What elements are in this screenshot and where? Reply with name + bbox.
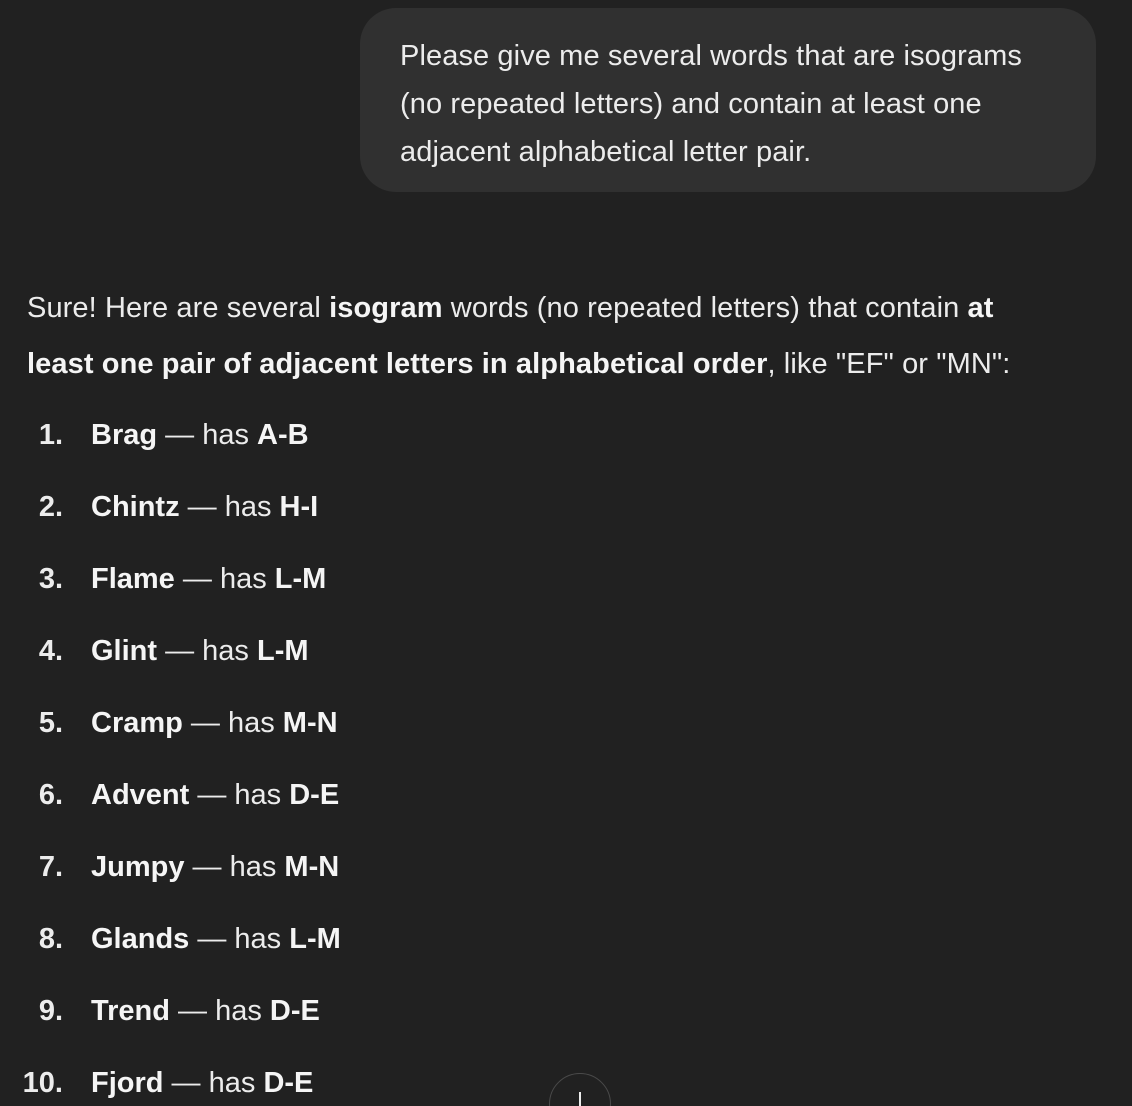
intro-bold: isogram bbox=[329, 292, 443, 324]
intro-bold: least one pair of adjacent letters in alphabetical order bbox=[27, 348, 768, 380]
separator: — has bbox=[163, 1067, 264, 1099]
letter-pair: D-E bbox=[269, 995, 320, 1027]
word: Glint bbox=[91, 635, 158, 667]
letter-pair: A-B bbox=[257, 419, 309, 451]
list-number: 5. bbox=[38, 707, 63, 739]
word: Cramp bbox=[91, 707, 183, 739]
list-number: 1. bbox=[38, 419, 63, 451]
list-number: 6. bbox=[38, 779, 63, 811]
list-number: 10. bbox=[22, 1067, 63, 1099]
user-message-line: adjacent alphabetical letter pair. bbox=[400, 136, 812, 168]
list-number: 4. bbox=[38, 635, 63, 667]
letter-pair: H-I bbox=[279, 491, 319, 523]
assistant-intro bbox=[27, 280, 1117, 392]
separator: — has bbox=[184, 851, 285, 883]
word: Advent bbox=[91, 779, 190, 811]
intro-text: , like "EF" or "MN": bbox=[767, 348, 1011, 380]
separator: — has bbox=[189, 923, 290, 955]
scroll-to-bottom-button[interactable] bbox=[549, 1073, 611, 1106]
letter-pair: M-N bbox=[282, 707, 338, 739]
separator: — has bbox=[182, 707, 283, 739]
letter-pair: D-E bbox=[263, 1067, 314, 1099]
word: Flame bbox=[91, 563, 175, 595]
letter-pair: M-N bbox=[284, 851, 340, 883]
list-number: 2. bbox=[38, 491, 63, 523]
separator: — has bbox=[179, 491, 280, 523]
word: Brag bbox=[91, 419, 158, 451]
word: Trend bbox=[91, 995, 170, 1027]
separator: — has bbox=[157, 635, 257, 667]
user-message-bubble bbox=[360, 8, 1096, 192]
letter-pair: L-M bbox=[274, 563, 327, 595]
word: Jumpy bbox=[91, 851, 185, 883]
letter-pair: L-M bbox=[256, 635, 309, 667]
list-number: 7. bbox=[38, 851, 63, 883]
separator: — has bbox=[189, 779, 290, 811]
separator: — has bbox=[174, 563, 275, 595]
letter-pair: L-M bbox=[289, 923, 341, 955]
list-number: 8. bbox=[38, 923, 63, 955]
letter-pair: D-E bbox=[289, 779, 340, 811]
word: Glands bbox=[91, 923, 190, 955]
user-message-line: (no repeated letters) and contain at least one bbox=[400, 88, 982, 120]
word: Fjord bbox=[91, 1067, 164, 1099]
intro-bold: at bbox=[967, 292, 994, 324]
list-number: 3. bbox=[38, 563, 63, 595]
separator: — has bbox=[157, 419, 258, 451]
arrow-down-icon bbox=[579, 1092, 581, 1106]
user-message-line: Please give me several words that are isograms bbox=[400, 40, 1022, 72]
word: Chintz bbox=[91, 491, 180, 523]
assistant-message bbox=[22, 280, 1117, 1099]
list-number: 9. bbox=[38, 995, 63, 1027]
separator: — has bbox=[169, 995, 270, 1027]
intro-text: Sure! Here are several bbox=[27, 292, 330, 324]
intro-text: words (no repeated letters) that contain bbox=[442, 292, 968, 324]
